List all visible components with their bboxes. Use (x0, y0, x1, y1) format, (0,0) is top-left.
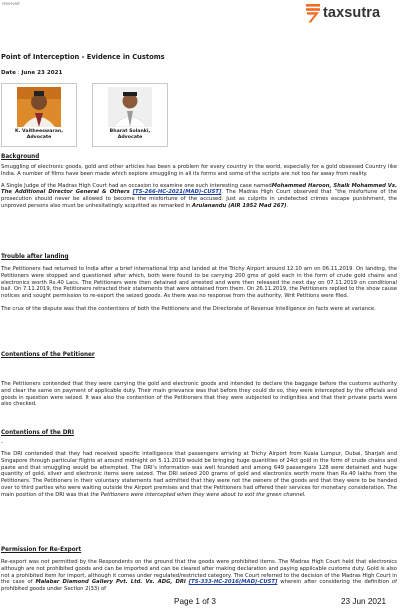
page-number: Page 1 of 3 (174, 597, 216, 606)
section-background (1, 154, 397, 210)
author-name: Bharat Solanki, (109, 129, 151, 134)
text-run: wherein after considering the definition of prohibited goods under Section 2(33) of (1, 579, 397, 592)
case-reference: Arulanandu (AIR 1952 Mad 267) (192, 202, 287, 209)
section-heading: Background (1, 154, 40, 160)
author-card (92, 83, 168, 147)
text-run: . The Madras High Court observed that “the misfortune of the prosecution should never be allowed to become the misfortune of the accused. Just as culprits in undetected crimes escape punishment, the unproved persons also must be unhesitatingly acquitted as remarked in (1, 189, 398, 209)
case-name: Mohammed Haroon, Shaik Mohammed Vs. The Additional Director General & Others (1, 182, 397, 196)
author-name: K. Vaitheeswaran, (15, 129, 63, 134)
section-heading: Permission for Re-Export (1, 547, 82, 553)
article-date (1, 70, 62, 76)
article-title: Point of Interception - Evidence in Customs (1, 53, 165, 61)
citation-link[interactable]: [TS-266-HC-2021(MAD)-CUST] (132, 189, 222, 196)
date-separator: : (17, 70, 20, 76)
author-role: Advocate (117, 135, 143, 140)
section-contentions-dri (1, 430, 397, 498)
paragraph (1, 451, 397, 498)
dash-mark: - (1, 440, 3, 446)
footer-date: 23 Jun 2021 (341, 597, 387, 606)
article-body (0, 53, 400, 603)
date-value: June 23 2021 (21, 70, 63, 76)
section-heading: Trouble after landing (1, 254, 69, 260)
paragraph: The Petitioners contended that they were carrying the gold and electronic goods and intended to declare the baggage before the customs authority and clear the same on payment of applicable duty. Their main grievance was that before they could do so, they were intercepted by the officials and goods in question were seized. It was also the contention of the Petitioners that they were subjected to indignities and that their private parts were also checked. (1, 381, 397, 408)
paragraph: The crux of the dispute was that the contentions of both the Petitioners and the Directorate of Revenue Intelligence on facts were at variance. (1, 305, 376, 312)
author-card (1, 83, 77, 147)
logo-text: taxsutra (323, 5, 381, 21)
author-cards (1, 83, 168, 147)
section-trouble-after-landing (1, 254, 397, 313)
section-heading: Contentions of the DRI (1, 430, 74, 436)
date-label: Date (1, 70, 16, 76)
text-run: A Single Judge of the Madras High Court had an occasion to examine one such interesting case named (1, 182, 272, 189)
reserved-label: reserved (2, 1, 20, 6)
paragraph (1, 183, 397, 210)
paragraph (1, 559, 397, 593)
paragraph: The Petitioners had returned to India after a brief international trip and landed at the Trichy Airport around 12.10 am on 06.11.2019. On landing, the Petitioners were stopped and questioned after which, both were found to be carrying 200 gms of gold each in the form of crude gold chains and electronics worth Rs.40 Lacs. The Petitioners were then detained and arrested and were then released the next day on 07.11.2019 on conditional bail. On 7.11.2019, the Petitioners retracted their statements that were obtained from them. On 26.11.2019, the Petitioners replied to the show cause notices and sought permission to re-export the seized goods. As there was no response from the authority, Writ Petitions were filed. (1, 266, 397, 299)
page-footer (0, 597, 400, 610)
section-permission-reexport (1, 547, 397, 593)
author-photo-icon (108, 87, 152, 127)
text-run: The DRI contended that they had received specific intelligence that passengers arriving at Trichy Airport from Kuala Lumpur, Dubai, Sharjah and Singapore through particular flights at around midnight on 5.11.2019 would be bringing huge quantities of 24ct gold in the form of crude chains and paste and that smuggling would be attempted. The DRI’s information was well founded and among 649 passengers 128 were detained and huge quantity of gold, silver and electronic items were seized. The DRI seized 200 grams of gold and electronics worth more than Rs.40 lakhs from the Petitioners. The Petitioners in their voluntary statements had admitted that they were not the owners of the goods and that they were to be handed over to third parties who were waiting outside the Airport premises and that the Petitioners had offered their services for monetary consideration. The main position of the DRI was that (1, 451, 397, 498)
citation-link[interactable]: [TS-333-HC-2016(MAD)-CUST] (188, 579, 278, 586)
section-heading: Contentions of the Petitioner (1, 352, 95, 358)
author-role: Advocate (26, 135, 52, 140)
paragraph: Smuggling of electronic goods, gold and other articles has been a problem for every country in the world, especially for a gold obsessed Country like India. A number of films have been made which explore smuggling in all its forms and some of the scripts are not too far away from reality. (1, 164, 397, 177)
text-run: Re-export was not permitted by the Respondents on the ground that the goods were prohibited items. The Madras High Court held that electronics although are not prohibited goods and can be imported and can be cleared after making declaration and paying applicable customs duty. Gold is also not a prohibited item for import, although it comes under regulated/restricted category. The Court referred to the decision of the Madras High Court in the case of (1, 559, 397, 586)
author-photo-icon (17, 87, 61, 127)
rupee-logo-icon (306, 3, 320, 23)
taxsutra-logo[interactable] (306, 2, 380, 24)
section-petitioner-body (1, 381, 397, 408)
case-name: Malabar Diamond Gallery Pvt. Ltd. Vs. ADG, DRI (35, 579, 186, 586)
text-run: . (286, 202, 289, 209)
emphasis-text: the Petitioners were intercepted when they were about to exit the green channel. (90, 491, 306, 498)
section-contentions-petitioner (1, 352, 397, 358)
